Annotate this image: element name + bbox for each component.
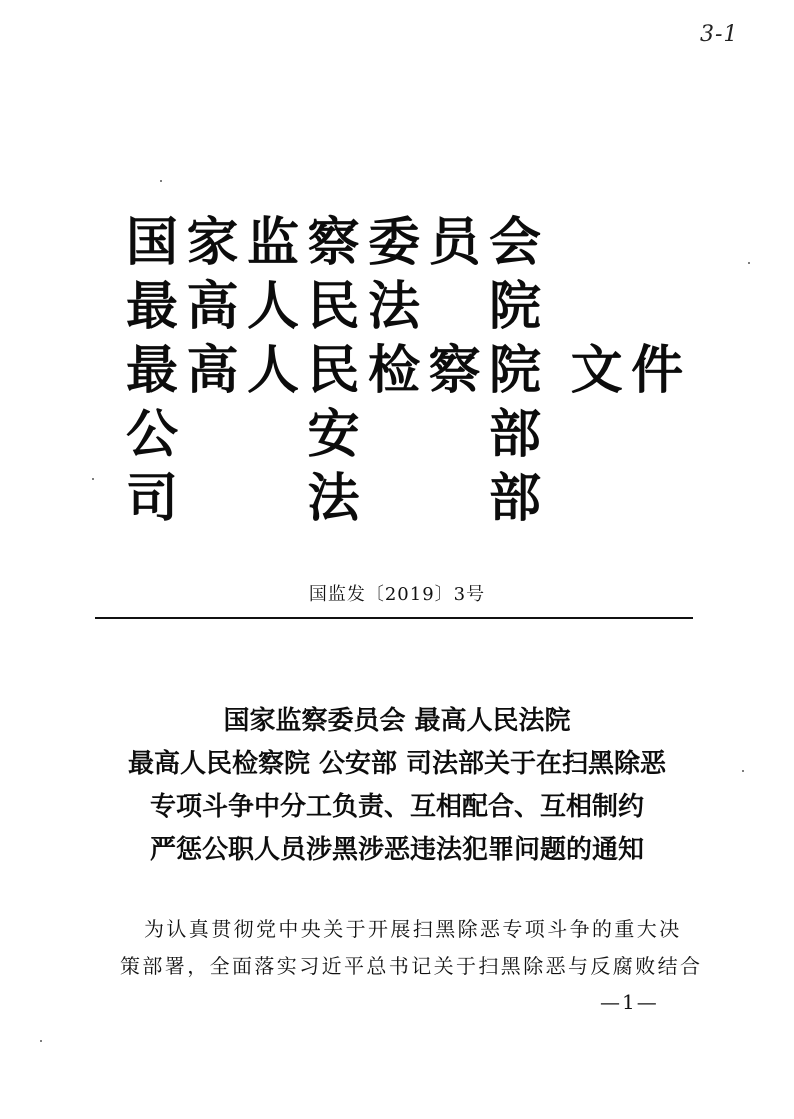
header-char: 院 — [488, 341, 541, 401]
header-char: 民 — [307, 277, 360, 337]
header-char: 察 — [428, 341, 481, 401]
header-divider-line — [95, 617, 693, 619]
header-char: 国 — [125, 213, 178, 273]
notice-title — [0, 700, 794, 872]
scan-speck — [160, 180, 162, 182]
title-line: 专项斗争中分工负责、互相配合、互相制约 — [149, 792, 644, 822]
header-char: 委 — [367, 213, 420, 273]
header-char: 最 — [125, 277, 178, 337]
header-char: 法 — [367, 277, 420, 337]
header-char: 法 — [307, 469, 360, 529]
header-char: 部 — [488, 405, 541, 465]
header-char: 察 — [307, 213, 360, 273]
scan-speck — [742, 770, 744, 772]
scan-speck — [92, 478, 94, 480]
header-char: 会 — [488, 213, 541, 273]
title-line: 国家监察委员会 最高人民法院 — [223, 706, 571, 736]
header-char: 人 — [246, 277, 299, 337]
header-char: 家 — [186, 213, 239, 273]
header-char: 监 — [246, 213, 299, 273]
header-row — [122, 341, 722, 401]
header-row — [122, 469, 722, 529]
scan-speck — [748, 262, 750, 264]
header-char: 部 — [488, 469, 541, 529]
header-char: 民 — [307, 341, 360, 401]
header-row — [122, 405, 722, 465]
header-char: 安 — [307, 405, 360, 465]
handwritten-page-note: 3-1 — [700, 22, 739, 47]
header-char: 文 — [570, 341, 623, 401]
header-char: 最 — [125, 341, 178, 401]
header-char: 司 — [125, 469, 178, 529]
title-line: 最高人民检察院 公安部 司法部关于在扫黑除恶 — [127, 749, 667, 779]
header-char: 件 — [631, 341, 684, 401]
header-char: 高 — [186, 341, 239, 401]
page-number: —1— — [600, 990, 659, 1014]
header-char: 公 — [125, 405, 178, 465]
body-paragraph — [120, 911, 703, 985]
header-row — [122, 277, 722, 337]
header-char: 高 — [186, 277, 239, 337]
header-row — [122, 213, 722, 273]
title-line: 严惩公职人员涉黑涉恶违法犯罪问题的通知 — [149, 835, 644, 865]
body-line: 策部署，全面落实习近平总书记关于扫黑除恶与反腐败结合 — [120, 954, 703, 978]
header-char: 检 — [367, 341, 420, 401]
header-char: 员 — [428, 213, 481, 273]
header-char: 人 — [246, 341, 299, 401]
header-char: 院 — [488, 277, 541, 337]
scan-speck — [40, 1040, 42, 1042]
body-line: 为认真贯彻党中央关于开展扫黑除恶专项斗争的重大决 — [144, 917, 682, 941]
document-number: 国监发〔2019〕3号 — [308, 584, 486, 605]
